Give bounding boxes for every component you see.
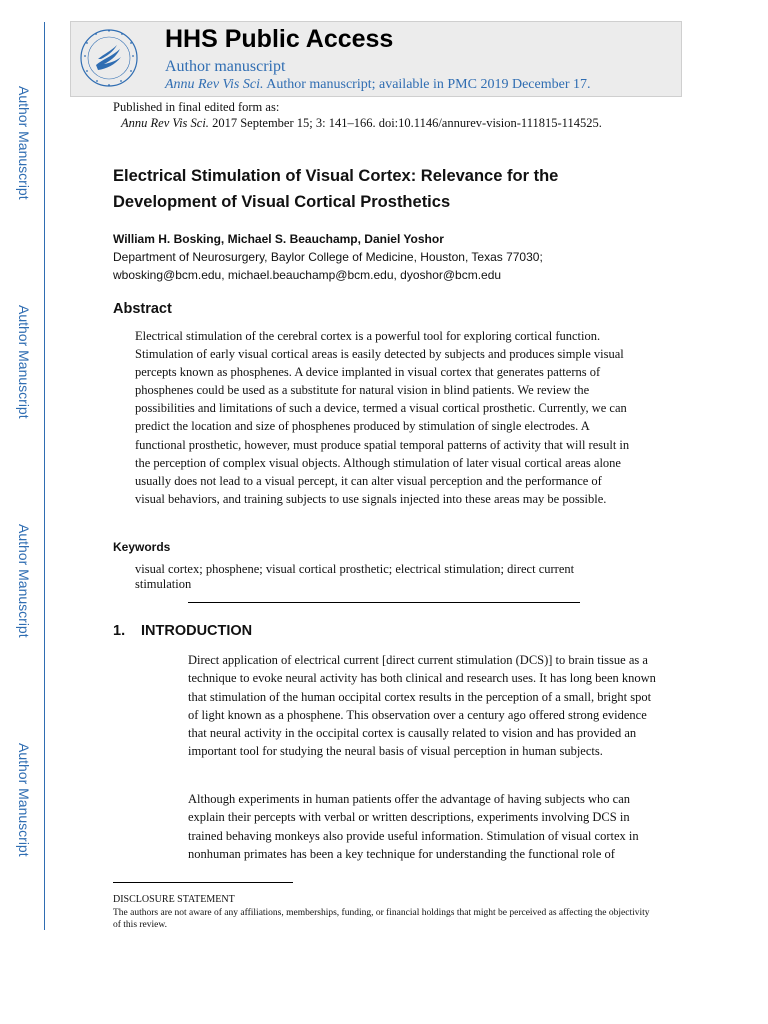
published-note (113, 100, 602, 131)
side-rule (44, 22, 45, 930)
abstract-heading: Abstract (113, 301, 172, 317)
article-title: Electrical Stimulation of Visual Cortex: Relevance for the Development of Visual Cortical Prosthetics (113, 167, 559, 211)
hhs-public-access-title: HHS Public Access (165, 25, 394, 53)
body-paragraph: Although experiments in human patients offer the advantage of having subjects who can explain their percepts with verbal or written descriptions, experiments involving DCS in trained behaving monkeys also provide useful information. Stimulation of visual cortex in nonhuman primates has been a key technique for understanding the functional role of (188, 792, 639, 861)
keywords-text: visual cortex; phosphene; visual cortical prosthetic; electrical stimulation; direct current stimulation (135, 562, 575, 591)
hhs-eagle-seal-icon (79, 28, 139, 88)
side-label-author-manuscript: Author Manuscript (16, 524, 32, 638)
abstract-text: Electrical stimulation of the cerebral cortex is a powerful tool for exploring cortical function. Stimulation of early visual cortical areas is easily detected by subjects and produces simple visual percepts known as phosphenes. A device implanted in visual cortex that generates patterns of phosphenes could be used as a substitute for natural vision in blind patients. We review the possibilities and limitations of such a device, termed a visual cortical prosthetic. Currently, we can predict the location and size of phosphenes produced by stimulation of single electrodes. A functional prosthetic, however, must produce spatial temporal patterns of activity that will result in the perception of complex visual objects. Although stimulation of later visual cortical areas alone usually does not lead to a visual percept, it can alter visual perception and the performance of visual behaviors, and training subjects to use signals injected into these areas may be possible. (135, 329, 630, 506)
published-details: 2017 September 15; 3: 141–166. doi:10.1146/annurev-vision-111815-114525. (208, 116, 602, 130)
body-paragraph: Direct application of electrical current [direct current stimulation (DCS)] to brain tissue as a technique to evoke neural activity has both clinical and research uses. It has long been known that stimulation of the human occipital cortex results in the perception of a small, bright spot of light known as a phosphene. This observation over a century ago offered strong evidence that neural activity in the occipital cortex is causally related to vision and has provided an important tool for studying the neural basis of visual perception in human subjects. (188, 653, 656, 759)
side-label-author-manuscript: Author Manuscript (16, 86, 32, 200)
section-number: 1. (113, 623, 126, 639)
author-names: William H. Bosking, Michael S. Beauchamp, Daniel Yoshor (113, 232, 444, 246)
author-affiliation: Department of Neurosurgery, Baylor College of Medicine, Houston, Texas 77030; (113, 250, 543, 264)
introduction-heading (113, 623, 252, 639)
footnote-rule (113, 882, 293, 883)
published-intro: Published in final edited form as: (113, 100, 280, 114)
author-emails: wbosking@bcm.edu, michael.beauchamp@bcm.edu, dyoshor@bcm.edu (113, 268, 502, 282)
journal-name: Annu Rev Vis Sci. (165, 77, 264, 92)
section-title: INTRODUCTION (141, 623, 253, 639)
side-label-author-manuscript: Author Manuscript (16, 743, 32, 857)
keywords-heading: Keywords (113, 540, 171, 554)
hhs-header-banner (70, 21, 682, 97)
published-journal: Annu Rev Vis Sci. (121, 116, 209, 130)
section-divider (188, 602, 580, 603)
side-label-author-manuscript: Author Manuscript (16, 305, 32, 419)
author-block (113, 230, 543, 284)
author-manuscript-label: Author manuscript (165, 58, 286, 75)
disclosure-text: The authors are not aware of any affiliations, memberships, funding, or financial holdings that might be perceived as affecting the objectivity of this review. (113, 908, 650, 930)
published-citation (121, 116, 602, 131)
manuscript-citation (165, 77, 591, 93)
availability-text: Author manuscript; available in PMC 2019 December 17. (263, 77, 591, 92)
disclosure-heading: DISCLOSURE STATEMENT (113, 894, 235, 905)
